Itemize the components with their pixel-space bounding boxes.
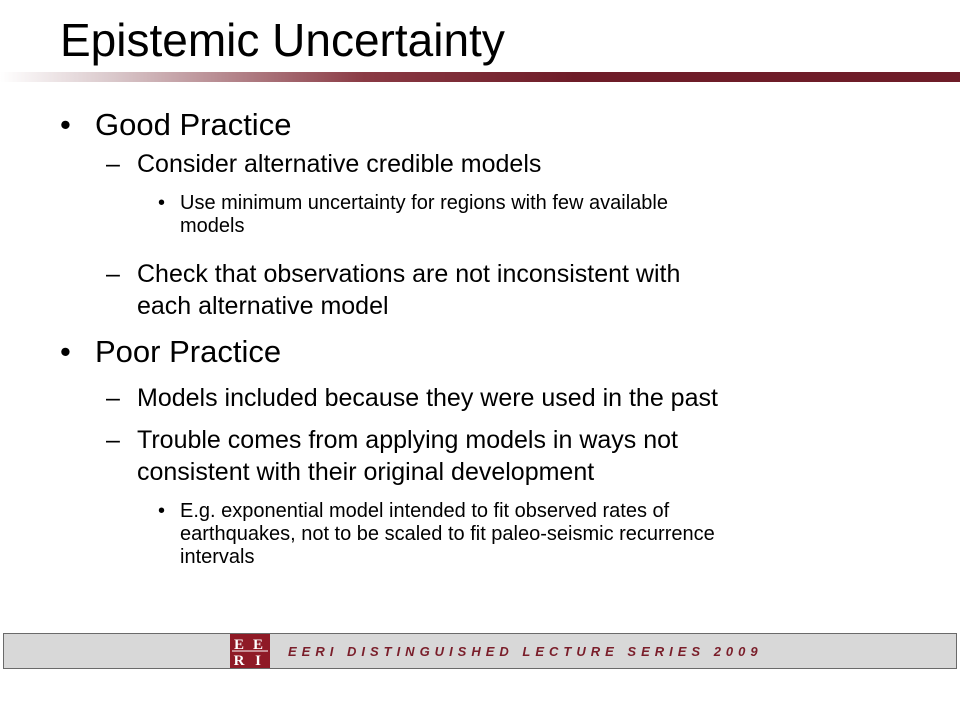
sub-sub-bullet-eg-2: earthquakes, not to be scaled to fit paleo-seismic recurrence: [180, 523, 715, 545]
bullet-marker: •: [60, 334, 71, 369]
sub-bullet-models-past: Models included because they were used in the past: [137, 384, 718, 412]
sub-bullet-check-2: each alternative model: [137, 292, 389, 320]
sub-bullet-trouble-2: consistent with their original development: [137, 458, 595, 486]
page-title: Epistemic Uncertainty: [60, 14, 505, 66]
title-divider: [0, 72, 960, 82]
dash-marker: –: [106, 426, 120, 454]
sub-sub-bullet-min-uncertainty-2: models: [180, 215, 245, 237]
sub-bullet-check-1: Check that observations are not inconsistent with: [137, 260, 681, 288]
sub-sub-bullet-eg-3: intervals: [180, 546, 255, 568]
svg-text:E: E: [252, 637, 266, 653]
footer-bar: [3, 633, 957, 669]
svg-text:I: I: [255, 653, 263, 668]
bullet-good-practice: Good Practice: [95, 107, 292, 142]
footer-series-text: EERI DISTINGUISHED LECTURE SERIES 2009: [288, 644, 763, 659]
svg-text:R: R: [233, 653, 247, 668]
sub-bullet-consider: Consider alternative credible models: [137, 150, 542, 178]
eeri-logo: [230, 634, 270, 668]
sub-sub-bullet-eg-1: E.g. exponential model intended to fit observed rates of: [180, 500, 670, 522]
dash-marker: –: [106, 384, 120, 412]
dash-marker: –: [106, 150, 120, 178]
bullet-marker: •: [158, 192, 166, 214]
bullet-marker: •: [158, 500, 166, 522]
bullet-poor-practice: Poor Practice: [95, 334, 282, 369]
eeri-logo-mark: [230, 634, 270, 668]
svg-text:E: E: [233, 637, 247, 653]
sub-sub-bullet-min-uncertainty-1: Use minimum uncertainty for regions with few available: [180, 192, 668, 214]
dash-marker: –: [106, 260, 120, 288]
bullet-marker: •: [60, 107, 71, 142]
sub-bullet-trouble-1: Trouble comes from applying models in ways not: [137, 426, 678, 454]
